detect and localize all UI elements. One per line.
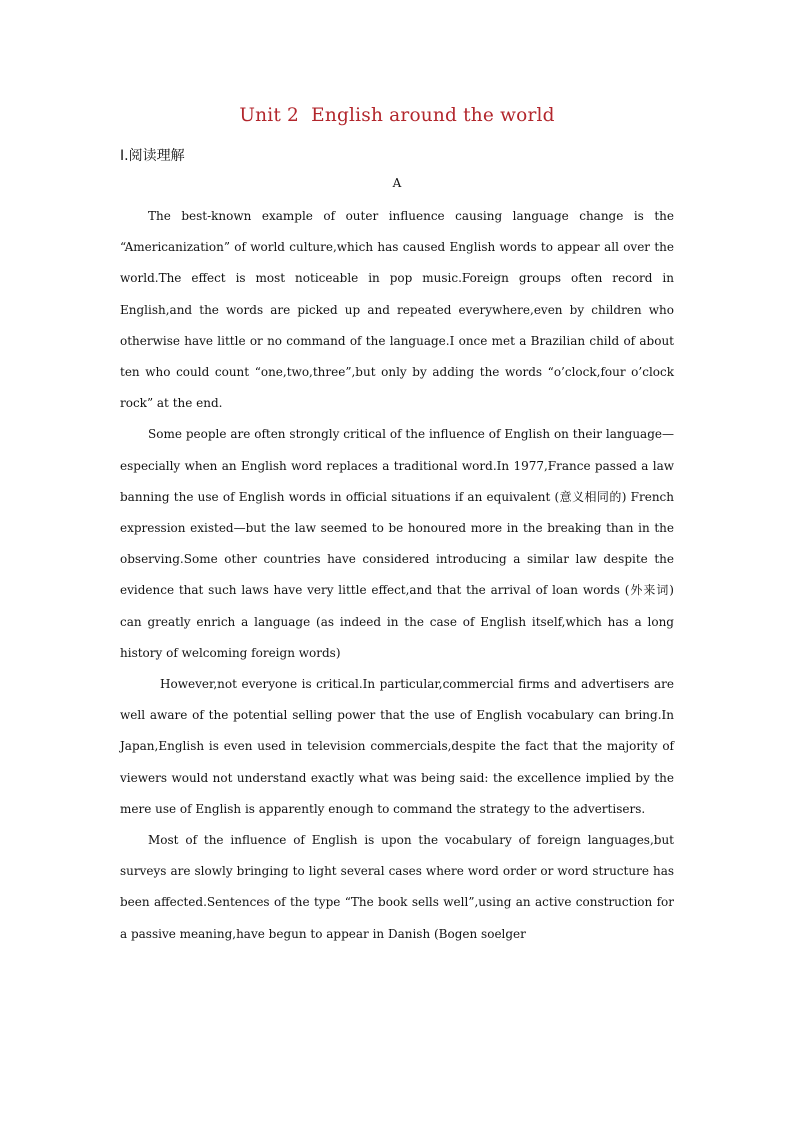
paragraph: Some people are often strongly critical of the influence of English on their language—especially when an English word replaces a traditional word.In 1977,France passed a law banning the use of English words in official situations if an equivalent (意义相同的) French expression existed—but the law seemed to be honoured more in the breaking than in the observing.Some other countries have considered introducing a similar law despite the evidence that such laws have very little effect,and that the arrival of loan words (外来词) can greatly enrich a language (as indeed in the case of English itself,which has a long history of welcoming foreign words) — [120, 427, 674, 660]
passage-body — [120, 201, 674, 950]
paragraph: However,not everyone is critical.In particular,commercial firms and advertisers are well aware of the potential selling power that the use of English vocabulary can bring.In Japan,English is even used in television commercials,despite the fact that the majority of viewers would not understand exactly what was being said: the excellence implied by the mere use of English is apparently enough to command the strategy to the advertisers. — [120, 677, 674, 816]
document-title: Unit 2 English around the world — [239, 105, 555, 126]
paragraph: The best-known example of outer influence causing language change is the “Americanization” of world culture,which has caused English words to appear all over the world.The effect is most noticeable in pop music.Foreign groups often record in English,and the words are picked up and repeated everywhere,even by children who otherwise have little or no command of the language.I once met a Brazilian child of about ten who could count “one,two,three”,but only by adding the words “o’clock,four o’clock rock” at the end. — [120, 209, 674, 411]
section-heading: Ⅰ.阅读理解 — [120, 148, 185, 164]
passage-label: A — [392, 176, 402, 190]
paragraph: Most of the influence of English is upon the vocabulary of foreign languages,but surveys are slowly bringing to light several cases where word order or word structure has been affected.Sentences of the type “The book sells well”,using an active construction for a passive meaning,have begun to appear in Danish (Bogen soelger — [120, 833, 674, 941]
